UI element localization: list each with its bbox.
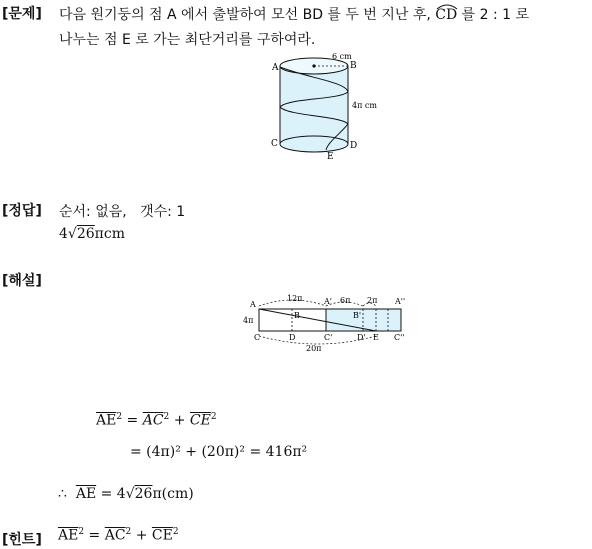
point-a-label: A: [272, 63, 279, 73]
arc-cd-text: CD: [435, 7, 458, 23]
problem-text-part-2: 를 2 : 1 로: [461, 7, 530, 23]
net-label-c: C: [254, 333, 261, 342]
hint-t1-exp: 2: [125, 527, 132, 537]
answer-label: [정답]: [2, 203, 42, 219]
hint-t2-exp: 2: [172, 527, 179, 537]
net-label-height: 4π: [243, 316, 254, 325]
net-label-2pi: 2π: [367, 296, 378, 305]
final-lhs: $\overline{AE}$: [75, 486, 97, 502]
eq1-lhs: $\overline{AE}$: [96, 412, 117, 429]
problem-label: [문제]: [2, 6, 42, 22]
net-label-c1: C': [324, 333, 333, 342]
problem-text-part-1: 다음 원기둥의 점 A 에서 출발하여 모선 BD 를 두 번 지난 후,: [59, 7, 431, 23]
explanation-label: [해설]: [2, 273, 42, 289]
equation-pythagoras: $\overline{AE}^2 = \overline{AC}^2 + \overline{CE}^2$: [96, 412, 217, 429]
equation-substitution: = (4π)² + (20π)² = 416π²: [130, 444, 308, 460]
final-radicand: 26: [134, 486, 153, 502]
net-label-a2: A'': [395, 297, 406, 306]
net-label-6pi: 6π: [340, 296, 351, 305]
arc-symbol: [435, 2, 459, 10]
hint-term-2: $\overline{CE}$: [151, 527, 173, 544]
eq1-t1-exp: 2: [163, 412, 170, 422]
hint-lhs: $\overline{AE}$: [58, 527, 79, 544]
eq1-t2-exp: 2: [210, 412, 217, 422]
arc-cd: [435, 7, 457, 23]
radius-label: 6 cm: [332, 52, 352, 61]
final-unit: π(cm): [152, 486, 194, 502]
eq1-lhs-exp: 2: [116, 412, 123, 422]
problem-line-2: 나누는 점 E 로 가는 최단거리를 구하여라.: [59, 32, 316, 48]
answer-unit: πcm: [94, 226, 125, 242]
sqrt-sign: √: [67, 226, 77, 242]
net-label-12pi: 12π: [287, 294, 303, 303]
cylinder-figure: [268, 50, 388, 162]
net-label-c2: C'': [394, 333, 405, 342]
net-figure: [240, 292, 410, 354]
height-label: 4π cm: [352, 101, 377, 110]
equation-final: [58, 486, 194, 502]
answer-meta: 순서: 없음, 갯수: 1: [59, 204, 186, 220]
point-d-label: D: [350, 141, 358, 151]
eq1-term-1: $\overline{AC}$: [142, 412, 164, 429]
problem-line-1: [59, 4, 529, 24]
eq1-term-2: $\overline{CE}$: [189, 412, 211, 429]
answer-value: [59, 226, 125, 242]
net-label-d: D: [289, 333, 296, 342]
hint-equation: $\overline{AE}^2 = \overline{AC}^2 + \overline{CE}^2$: [58, 527, 179, 544]
net-label-e: E: [373, 333, 379, 342]
net-shaded-area: [326, 309, 401, 331]
cylinder-bottom: [280, 136, 348, 152]
net-label-d1: D': [357, 333, 366, 342]
hint-lhs-exp: 2: [78, 527, 85, 537]
net-label-b1: B': [353, 311, 362, 320]
answer-radicand: 26: [76, 226, 95, 242]
hint-label: [힌트]: [2, 532, 42, 548]
point-b-label: B: [350, 61, 357, 71]
net-label-a: A: [250, 300, 256, 309]
point-c-label: C: [271, 139, 278, 149]
hint-term-1: $\overline{AC}$: [104, 527, 126, 544]
final-sqrt-sign: √: [125, 486, 135, 502]
net-label-b: B: [294, 311, 300, 320]
center-point: [312, 64, 315, 67]
final-coefficient: = 4: [100, 486, 126, 502]
therefore-symbol: ∴: [58, 486, 67, 502]
net-label-a1: A': [324, 297, 332, 306]
point-e-label: E: [327, 152, 334, 162]
answer-coefficient: 4: [59, 226, 68, 242]
net-label-20pi: 20π: [306, 344, 322, 353]
